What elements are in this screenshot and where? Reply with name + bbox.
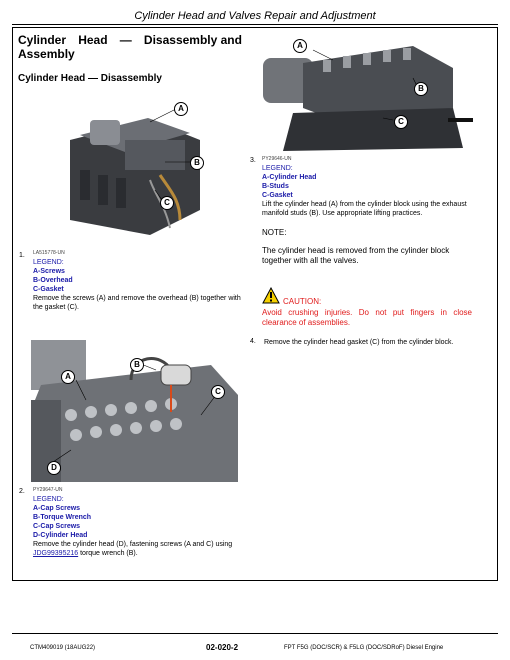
figure-1-callout-b: B bbox=[190, 156, 204, 170]
figure-1-engine-overhead bbox=[30, 100, 220, 243]
section-title-word-1: Cylinder bbox=[18, 33, 67, 47]
step-1-legend-item-b: B-Overhead bbox=[33, 277, 73, 284]
section-title bbox=[18, 33, 242, 61]
note-text: The cylinder head is removed from the cylinder block together with all the valves. bbox=[262, 246, 450, 265]
figure-2-callout-d: D bbox=[47, 461, 61, 475]
footer-rule bbox=[12, 633, 498, 634]
subsection-title: Cylinder Head — Disassembly bbox=[18, 73, 162, 84]
figure-1-callout-c: C bbox=[160, 196, 174, 210]
step-3 bbox=[262, 155, 474, 218]
step-2-text-post: torque wrench (B). bbox=[78, 550, 138, 557]
figure-3-drawing bbox=[263, 38, 473, 151]
header-rule bbox=[12, 24, 498, 25]
step-3-legend-item-b: B-Studs bbox=[262, 183, 289, 190]
step-3-legend-label: LEGEND: bbox=[262, 165, 293, 172]
figure-1-drawing bbox=[30, 100, 220, 243]
step-2-legend-item-d: D-Cylinder Head bbox=[33, 532, 88, 539]
caution-label: CAUTION: bbox=[283, 297, 322, 306]
step-1-number: 1. bbox=[19, 252, 25, 259]
figure-2-callout-a: A bbox=[61, 370, 75, 384]
step-1-legend-item-a: A-Screws bbox=[33, 268, 65, 275]
step-2-legend-item-a: A-Cap Screws bbox=[33, 505, 81, 512]
step-4-number: 4. bbox=[250, 338, 256, 345]
footer-engine-title: FPT F5G (DOC/SCR) & F5LG (DOC/SDRoF) Diesel Engine bbox=[284, 645, 444, 651]
step-4-instruction: Remove the cylinder head gasket (C) from the cylinder block. bbox=[264, 339, 454, 346]
section-title-word-3: Disassembly and bbox=[143, 33, 242, 47]
caution-warning-icon bbox=[262, 287, 280, 304]
caution-text: Avoid crushing injuries. Do not put fingers in close clearance of assemblies. bbox=[262, 308, 472, 327]
note-label: NOTE: bbox=[262, 228, 287, 237]
figure-3-callout-c: C bbox=[394, 115, 408, 129]
step-2-text-pre: Remove the cylinder head (D), fastening screws (A and C) using bbox=[33, 541, 233, 548]
step-2-figure-code: PY29647-UN bbox=[33, 487, 63, 493]
step-4 bbox=[264, 338, 476, 347]
step-2 bbox=[33, 486, 240, 558]
step-3-legend-item-c: C-Gasket bbox=[262, 192, 293, 199]
figure-1-callout-a: A bbox=[174, 102, 188, 116]
figure-3-cylinder-head-lift bbox=[263, 38, 473, 151]
step-3-figure-code: PY29646-UN bbox=[262, 156, 292, 162]
step-3-number: 3. bbox=[250, 157, 256, 164]
step-2-number: 2. bbox=[19, 488, 25, 495]
figure-2-callout-b: B bbox=[130, 358, 144, 372]
step-1-legend-label: LEGEND: bbox=[33, 259, 64, 266]
step-1-instruction: Remove the screws (A) and remove the overhead (B) together with the gasket (C). bbox=[33, 295, 241, 311]
page-header-title: Cylinder Head and Valves Repair and Adjustment bbox=[134, 10, 376, 22]
step-2-instruction bbox=[33, 540, 240, 558]
step-1 bbox=[33, 249, 243, 312]
step-3-legend-item-a: A-Cylinder Head bbox=[262, 174, 317, 181]
section-title-line-2: Assembly bbox=[18, 47, 75, 61]
tool-link-jdg99395216[interactable]: JDG99395216 bbox=[33, 550, 79, 557]
figure-2-cylinder-head-wrench bbox=[31, 340, 238, 482]
figure-3-callout-b: B bbox=[414, 82, 428, 96]
figure-2-callout-c: C bbox=[211, 385, 225, 399]
section-title-word-2: Head bbox=[78, 33, 108, 47]
footer-document-id: CTM409019 (18AUG22) bbox=[30, 645, 96, 651]
step-3-instruction: Lift the cylinder head (A) from the cylinder block using the exhaust manifold studs (B). Use appropriate lifting practices. bbox=[262, 201, 467, 217]
step-2-legend-item-c: C-Cap Screws bbox=[33, 523, 81, 530]
step-2-legend-item-b: B-Torque Wrench bbox=[33, 514, 92, 521]
step-1-legend-item-c: C-Gasket bbox=[33, 286, 64, 293]
footer-page-number: 02-020-2 bbox=[206, 643, 239, 652]
step-2-legend-label: LEGEND: bbox=[33, 496, 64, 503]
step-1-figure-code: LA515778-UN bbox=[33, 250, 65, 256]
section-title-dash: — bbox=[119, 33, 132, 47]
figure-3-callout-a: A bbox=[293, 39, 307, 53]
